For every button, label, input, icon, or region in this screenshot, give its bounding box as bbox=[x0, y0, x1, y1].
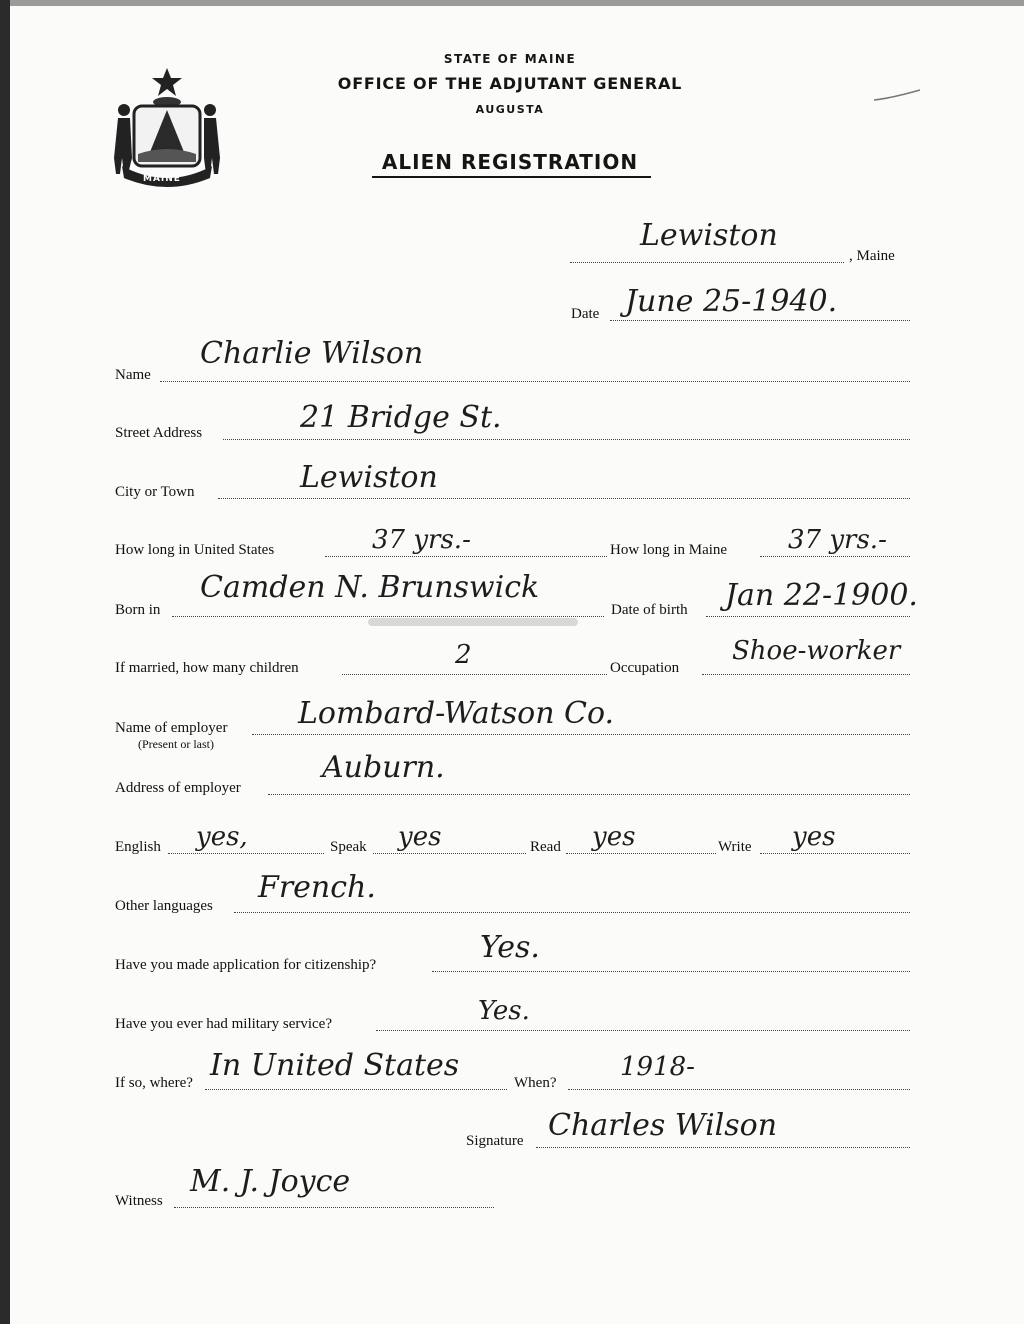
years-us-label: How long in United States bbox=[115, 542, 275, 558]
years-maine-line bbox=[760, 556, 910, 557]
write-label: Write bbox=[718, 839, 752, 855]
title-underline bbox=[372, 176, 651, 178]
years-maine-label: How long in Maine bbox=[610, 542, 728, 558]
english-line bbox=[168, 853, 324, 854]
date-label: Date bbox=[571, 306, 600, 322]
scan-left-edge bbox=[0, 0, 10, 1324]
date-value: June 25-1940. bbox=[625, 284, 838, 319]
employer-address-label: Address of employer bbox=[115, 780, 241, 796]
citizenship-line bbox=[432, 971, 910, 972]
read-line bbox=[566, 853, 716, 854]
city-line bbox=[218, 498, 910, 499]
birth-date-label: Date of birth bbox=[611, 602, 688, 618]
erasure-smudge bbox=[368, 618, 578, 626]
years-us-value: 37 yrs.- bbox=[372, 525, 471, 555]
name-value: Charlie Wilson bbox=[200, 336, 424, 371]
write-line bbox=[760, 853, 910, 854]
signature-label: Signature bbox=[466, 1133, 524, 1149]
where-label: If so, where? bbox=[115, 1075, 193, 1091]
witness-value: M. J. Joyce bbox=[190, 1164, 351, 1199]
occupation-label: Occupation bbox=[610, 660, 680, 676]
employer-address-line bbox=[268, 794, 910, 795]
city-label: City or Town bbox=[115, 484, 195, 500]
born-in-line bbox=[172, 616, 604, 617]
signature-line bbox=[536, 1147, 910, 1148]
speak-line bbox=[373, 853, 526, 854]
maine-label: , Maine bbox=[849, 248, 895, 264]
check-mark-icon bbox=[872, 88, 922, 104]
employer-label: Name of employer bbox=[115, 720, 228, 736]
english-value: yes, bbox=[196, 822, 248, 852]
employer-value: Lombard-Watson Co. bbox=[298, 696, 615, 731]
where-value: In United States bbox=[210, 1048, 460, 1083]
other-languages-value: French. bbox=[258, 870, 376, 905]
read-value: yes bbox=[592, 822, 636, 852]
other-languages-line bbox=[234, 912, 910, 913]
other-languages-label: Other languages bbox=[115, 898, 213, 914]
maine-state-seal-icon bbox=[112, 66, 222, 188]
name-label: Name bbox=[115, 367, 151, 383]
witness-label: Witness bbox=[115, 1193, 163, 1209]
military-line bbox=[376, 1030, 910, 1031]
street-address-line bbox=[223, 439, 910, 440]
place-line bbox=[570, 262, 844, 263]
children-line bbox=[342, 674, 607, 675]
seal-ribbon-text: MAINE bbox=[143, 174, 181, 184]
write-value: yes bbox=[792, 822, 836, 852]
witness-line bbox=[174, 1207, 494, 1208]
form-title: ALIEN REGISTRATION bbox=[381, 150, 639, 174]
birth-date-value: Jan 22-1900. bbox=[725, 578, 918, 613]
city-heading: AUGUSTA bbox=[475, 103, 545, 116]
employer-address-value: Auburn. bbox=[322, 750, 445, 785]
employer-sublabel: (Present or last) bbox=[138, 737, 214, 751]
citizenship-value: Yes. bbox=[480, 930, 540, 965]
occupation-value: Shoe-worker bbox=[732, 636, 901, 666]
children-label: If married, how many children bbox=[115, 660, 299, 676]
years-us-line bbox=[325, 556, 607, 557]
when-line bbox=[568, 1089, 910, 1090]
speak-label: Speak bbox=[330, 839, 367, 855]
when-value: 1918- bbox=[620, 1052, 695, 1082]
scan-top-edge bbox=[0, 0, 1024, 6]
born-in-label: Born in bbox=[115, 602, 161, 618]
date-line bbox=[610, 320, 910, 321]
city-value: Lewiston bbox=[300, 460, 438, 495]
signature-value: Charles Wilson bbox=[548, 1108, 778, 1143]
speak-value: yes bbox=[398, 822, 442, 852]
children-value: 2 bbox=[455, 640, 472, 670]
where-line bbox=[205, 1089, 507, 1090]
street-address-value: 21 Bridge St. bbox=[300, 400, 502, 435]
military-value: Yes. bbox=[478, 996, 530, 1026]
street-address-label: Street Address bbox=[115, 425, 203, 441]
birth-date-line bbox=[706, 616, 910, 617]
name-line bbox=[160, 381, 910, 382]
occupation-line bbox=[702, 674, 910, 675]
military-label: Have you ever had military service? bbox=[115, 1016, 332, 1032]
place-value: Lewiston bbox=[640, 218, 778, 253]
citizenship-label: Have you made application for citizenship? bbox=[115, 957, 377, 973]
office-heading: OFFICE OF THE ADJUTANT GENERAL bbox=[337, 74, 683, 93]
born-in-value: Camden N. Brunswick bbox=[200, 570, 540, 605]
when-label: When? bbox=[514, 1075, 557, 1091]
read-label: Read bbox=[530, 839, 561, 855]
employer-line bbox=[252, 734, 910, 735]
english-label: English bbox=[115, 839, 161, 855]
years-maine-value: 37 yrs.- bbox=[788, 525, 887, 555]
state-heading: STATE OF MAINE bbox=[443, 52, 577, 66]
